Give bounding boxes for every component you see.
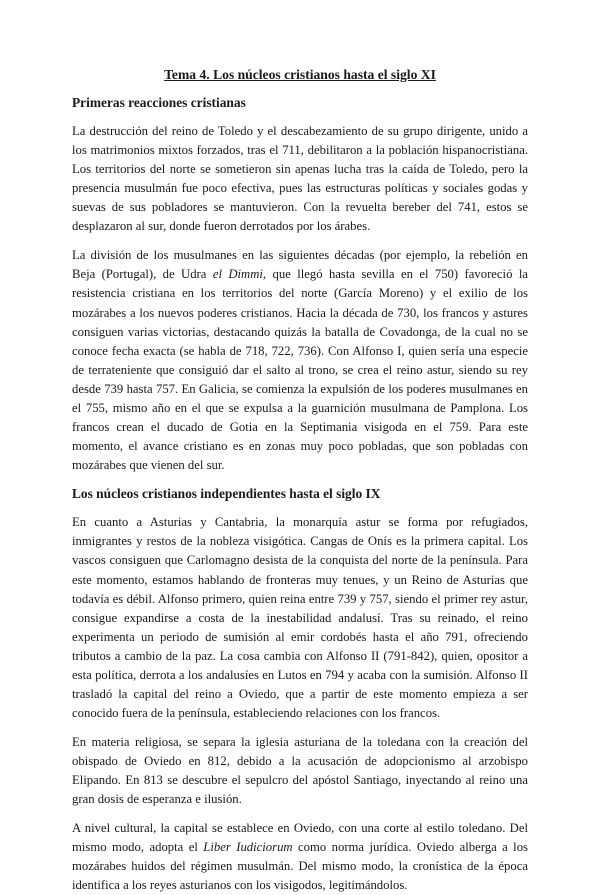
section-heading: Los núcleos cristianos independientes hasta el siglo IX [72, 485, 381, 501]
section-nucleos-independientes [72, 485, 528, 895]
italic-term: el Dimmi [212, 267, 263, 282]
paragraph-text: , que llegó hasta sevilla en el 750) favoreció la resistencia cristiana en los territorios del norte (García Moreno) y el exilio de los mozárabes a los nuevos poderes cristianos. Hacia la década de 730, los francos y astures consiguen varias victorias, destacando quizás la batalla de Covadonga, de la cual no se conoce fecha exacta (se habla de 718, 722, 736). Con Alfonso I, quien sería una especie de terrateniente que consiguió dar el salto al trono, se crea el reino astur, siendo su rey desde 739 hasta 757. En Galicia, se comienza la expulsión de los poderes musulmanes en el 755, mismo año en el que se expulsa a la guarnición musulmana de Pamplona. Los francos crean el ducado de Gotia en la Septimania visigoda en el 759. Para este momento, el avance cristiano es en zonas muy poco pobladas, que son pobladas con mozárabes que vienen del sur. [72, 267, 528, 472]
paragraph [72, 246, 528, 475]
paragraph: La destrucción del reino de Toledo y el descabezamiento de su grupo dirigente, unido a los matrimonios mixtos forzados, tras el 711, debilitaron a la población hispanocristiana. Los territorios del norte se sometieron sin apenas lucha tras la caída de Toledo, pero la presencia musulmán fue poco efectiva, pues las estructuras políticas y sociales godas y suevas de sus pobladores se mantuvieron. Con la revuelta bereber del 741, estos se desplazaron al sur, donde fueron derrotados por los árabes. [72, 124, 528, 234]
page-title: Tema 4. Los núcleos cristianos hasta el siglo XI [164, 67, 436, 82]
paragraph-text: como norma jurídica. Oviedo alberga a los mozárabes huidos del régimen musulmán. Del mismo modo, la cronística de la época identifica a los reyes asturianos con los visigodos, legitimándolos. [72, 840, 528, 893]
paragraph-text: La división de los musulmanes en las siguientes décadas (por ejemplo, la rebelión en Beja (Portugal), de Udra [72, 248, 528, 282]
paragraph [72, 819, 528, 895]
paragraph: En materia religiosa, se separa la iglesia asturiana de la toledana con la creación del obispado de Oviedo en 812, debido a la acusación de adopcionismo al arzobispo Elipando. En 813 se descubre el sepulcro del apóstol Santiago, inyectando al reino una gran dosis de esperanza e ilusión. [72, 734, 528, 807]
paragraph-text: A nivel cultural, la capital se establece en Oviedo, con una corte al estilo toledano. Del mismo modo, adopta el [72, 821, 528, 855]
italic-term: Liber Iudiciorum [203, 840, 293, 855]
section-heading: Primeras reacciones cristianas [72, 94, 246, 110]
paragraph: En cuanto a Asturias y Cantabria, la monarquía astur se forma por refugiados, inmigrantes y restos de la nobleza visigótica. Cangas de Onís es la primera capital. Los vascos consiguen que Carlomagno desista de la conquista del norte de la península. Para este momento, estamos hablando de fronteras muy tenues, y un Reino de Asturias que todavía es débil. Alfonso primero, quien reina entre 739 y 757, siendo el primer rey astur, consigue expandirse a costa de la inestabilidad andalusí. Tras su reinado, el reino experimenta un periodo de sumisión al emir cordobés hasta el año 791, ofreciendo tributos a cambio de la paz. La cosa cambia con Alfonso II (791-842), quien, opositor a esta política, derrota a los andalusíes en Lutos en 794 y acaba con la sumisión. Alfonso II trasladó la capital del reino a Oviedo, que a partir de este momento empieza a ser conocido fuera de la península, estableciendo relaciones con los francos. [72, 515, 528, 720]
section-primeras-reacciones [72, 94, 528, 475]
